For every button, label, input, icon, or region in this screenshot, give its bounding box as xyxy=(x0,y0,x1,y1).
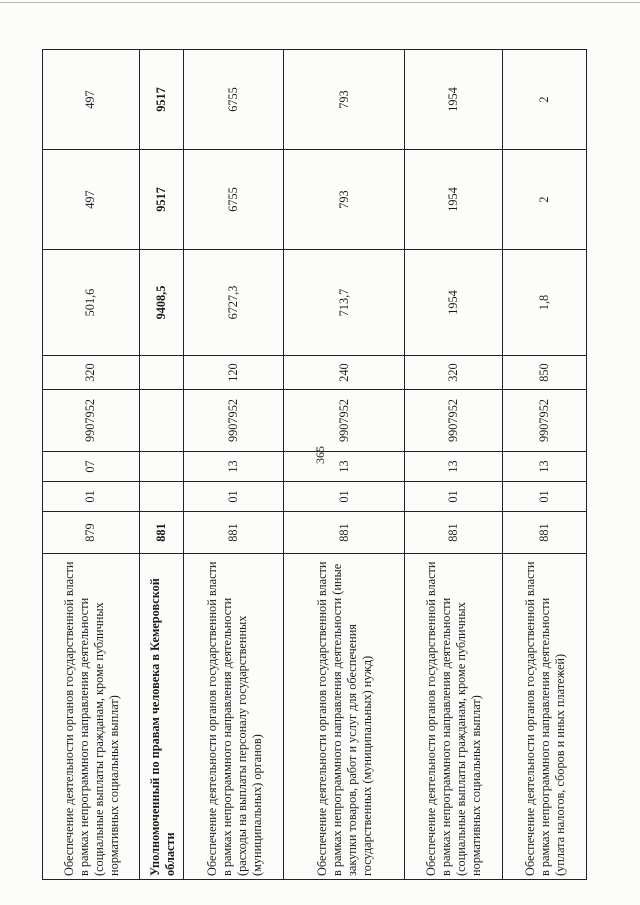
razdel-code: 01 xyxy=(284,482,405,512)
row-name: Обеспечение деятельности органов государственной власти в рамках непрограммного направления деятельности (расходы на выплаты персоналу государственных (муниципальных) органов) xyxy=(184,554,284,880)
podrazdel-code: 13 xyxy=(184,452,284,482)
amount-2: 497 xyxy=(43,150,140,250)
table-row xyxy=(284,50,405,880)
grbs-code: 881 xyxy=(184,512,284,554)
podrazdel-code xyxy=(139,452,183,482)
vr-code: 850 xyxy=(502,356,586,390)
row-name: Обеспечение деятельности органов государственной власти в рамках непрограммного направления деятельности (социальные выплаты гражданам, кроме публичных нормативных социальных выплат) xyxy=(43,554,140,880)
scan-top-rule xyxy=(0,2,640,3)
amount-2: 1954 xyxy=(404,150,502,250)
amount-3: 793 xyxy=(284,50,405,150)
razdel-code: 01 xyxy=(404,482,502,512)
amount-3: 9517 xyxy=(139,50,183,150)
table-row xyxy=(502,50,586,880)
razdel-code xyxy=(139,482,183,512)
table-row xyxy=(139,50,183,880)
amount-1: 501,6 xyxy=(43,250,140,356)
row-name: Уполномоченный по правам человека в Кемеровской области xyxy=(139,554,183,880)
podrazdel-code: 13 xyxy=(502,452,586,482)
vr-code xyxy=(139,356,183,390)
amount-2: 9517 xyxy=(139,150,183,250)
razdel-code: 01 xyxy=(184,482,284,512)
amount-1: 1954 xyxy=(404,250,502,356)
amount-2: 6755 xyxy=(184,150,284,250)
vr-code: 240 xyxy=(284,356,405,390)
csr-code: 9907952 xyxy=(284,390,405,452)
grbs-code: 879 xyxy=(43,512,140,554)
amount-1: 713,7 xyxy=(284,250,405,356)
rotated-table-wrapper xyxy=(42,50,587,880)
amount-2: 2 xyxy=(502,150,586,250)
csr-code xyxy=(139,390,183,452)
grbs-code: 881 xyxy=(139,512,183,554)
grbs-code: 881 xyxy=(284,512,405,554)
grbs-code: 881 xyxy=(502,512,586,554)
amount-3: 2 xyxy=(502,50,586,150)
page-number-text: 365 xyxy=(312,446,327,464)
amount-1: 9408,5 xyxy=(139,250,183,356)
vr-code: 320 xyxy=(404,356,502,390)
vr-code: 320 xyxy=(43,356,140,390)
razdel-code: 01 xyxy=(502,482,586,512)
razdel-code: 01 xyxy=(43,482,140,512)
table-row xyxy=(184,50,284,880)
table-row xyxy=(43,50,140,880)
amount-2: 793 xyxy=(284,150,405,250)
amount-3: 1954 xyxy=(404,50,502,150)
csr-code: 9907952 xyxy=(43,390,140,452)
podrazdel-code: 07 xyxy=(43,452,140,482)
budget-table xyxy=(42,49,587,880)
amount-3: 6755 xyxy=(184,50,284,150)
podrazdel-code: 13 xyxy=(284,452,405,482)
csr-code: 9907952 xyxy=(404,390,502,452)
podrazdel-code: 13 xyxy=(404,452,502,482)
csr-code: 9907952 xyxy=(184,390,284,452)
amount-1: 6727,3 xyxy=(184,250,284,356)
row-name: Обеспечение деятельности органов государственной власти в рамках непрограммного направления деятельности (уплата налогов, сборов и иных платежей) xyxy=(502,554,586,880)
amount-3: 497 xyxy=(43,50,140,150)
amount-1: 1,8 xyxy=(502,250,586,356)
vr-code: 120 xyxy=(184,356,284,390)
csr-code: 9907952 xyxy=(502,390,586,452)
table-row xyxy=(404,50,502,880)
row-name: Обеспечение деятельности органов государственной власти в рамках непрограммного направления деятельности (социальные выплаты гражданам, кроме публичных нормативных социальных выплат) xyxy=(404,554,502,880)
grbs-code: 881 xyxy=(404,512,502,554)
row-name: Обеспечение деятельности органов государственной власти в рамках непрограммного направления деятельности (иные закупки товаров, работ и услуг для обеспечения государственных (муниципальных) нужд) xyxy=(284,554,405,880)
